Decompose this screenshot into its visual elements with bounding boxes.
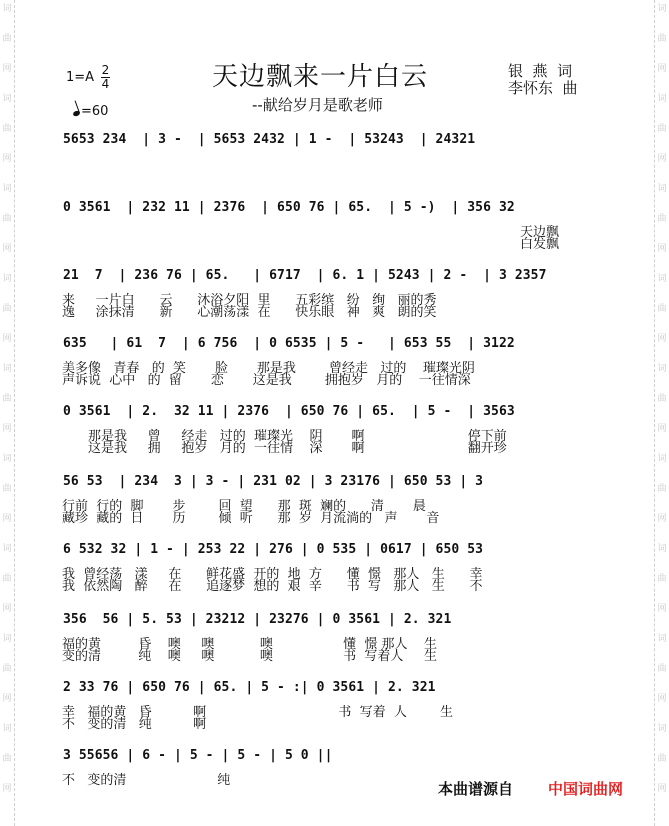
watermark-char: 网 xyxy=(2,154,12,164)
key-signature: 1=A xyxy=(66,70,95,85)
right-watermark-strip xyxy=(654,0,669,826)
notation-line: 6 532 32 | 1 - | 253 22 | 276 | 0 535 | 0617 | 650 53 xyxy=(63,542,484,557)
lyric-line: 福的黄 昏 噢 噢 噢 懂 憬 那人 生 xyxy=(62,637,438,652)
quarter-note-icon xyxy=(72,110,80,117)
watermark-char: 曲 xyxy=(657,124,667,134)
watermark-char: 曲 xyxy=(657,664,667,674)
watermark-char: 词 xyxy=(2,544,12,554)
watermark-char: 词 xyxy=(657,634,667,644)
lyric-line: 逸 涂抹清 新 心潮荡漾 在 快乐眼 神 爽 朗的笑 xyxy=(62,305,437,320)
notation-line: 2 33 76 | 650 76 | 65. | 5 - :| 0 3561 | 2. 321 xyxy=(63,680,436,695)
lyric-line: 那是我 曾 经走 过的 璀璨光 阴 啊 停下前 xyxy=(88,429,507,444)
watermark-char: 网 xyxy=(657,64,667,74)
watermark-char: 曲 xyxy=(657,304,667,314)
watermark-char: 词 xyxy=(657,364,667,374)
watermark-char: 曲 xyxy=(657,484,667,494)
notation-line: 635 | 61 7 | 6 756 | 0 6535 | 5 - | 653 55 | 3122 xyxy=(63,336,515,351)
lyric-line: 美多像 青春 的 笑 脸 那是我 曾经走 过的 璀璨光阴 xyxy=(62,361,475,376)
watermark-char: 曲 xyxy=(2,124,12,134)
watermark-char: 曲 xyxy=(657,34,667,44)
song-subtitle: --献给岁月是歌老师 xyxy=(252,96,383,114)
watermark-char: 词 xyxy=(2,184,12,194)
lyric-line: 天边飘 xyxy=(520,225,560,240)
watermark-char: 曲 xyxy=(2,574,12,584)
lyric-line: 白发飘 xyxy=(520,237,560,252)
watermark-char: 词 xyxy=(657,454,667,464)
watermark-char: 曲 xyxy=(2,304,12,314)
notation-line: 356 56 | 5. 53 | 23212 | 23276 | 0 3561 | 2. 321 xyxy=(63,612,452,627)
watermark-char: 网 xyxy=(2,514,12,524)
notation-line: 3 55656 | 6 - | 5 - | 5 - | 5 0 || xyxy=(63,748,333,763)
watermark-char: 词 xyxy=(657,274,667,284)
watermark-char: 词 xyxy=(2,4,12,14)
lyric-line: 不 变的清 纯 啊 xyxy=(62,717,207,732)
watermark-char: 词 xyxy=(657,724,667,734)
lyric-line: 藏珍 藏的 日 历 倾 听 那 岁 月流淌的 声 音 xyxy=(62,511,440,526)
tempo-marking xyxy=(73,104,108,119)
watermark-char: 网 xyxy=(2,784,12,794)
watermark-char: 网 xyxy=(657,154,667,164)
watermark-char: 曲 xyxy=(657,754,667,764)
watermark-char: 网 xyxy=(657,424,667,434)
watermark-char: 词 xyxy=(2,364,12,374)
song-title: 天边飘来一片白云 xyxy=(212,62,429,92)
notation-line: 0 3561 | 2. 32 11 | 2376 | 650 76 | 65. | 5 - | 3563 xyxy=(63,404,515,419)
watermark-char: 曲 xyxy=(2,214,12,224)
watermark-char: 词 xyxy=(657,184,667,194)
watermark-char: 网 xyxy=(2,604,12,614)
lyric-line: 行前 行的 脚 步 回 望 那 斑 斓的 清 晨 xyxy=(62,499,426,514)
watermark-char: 网 xyxy=(657,604,667,614)
source-label: 本曲谱源自 xyxy=(438,780,514,798)
notation-line: 5653 234 | 3 - | 5653 2432 | 1 - | 53243 | 24321 xyxy=(63,132,476,147)
watermark-char: 词 xyxy=(657,4,667,14)
lyric-line: 我 依然陶 醉 在 追逐梦 想的 艰 辛 书 写 那人 生 不 xyxy=(62,579,483,594)
lyric-line: 声诉说 心中 的 留 恋 这是我 拥抱岁 月的 一往情深 xyxy=(62,373,471,388)
watermark-char: 网 xyxy=(657,334,667,344)
notation-line: 21 7 | 236 76 | 65. | 6717 | 6. 1 | 5243 | 2 - | 3 2357 xyxy=(63,268,547,283)
watermark-char: 网 xyxy=(2,244,12,254)
watermark-char: 网 xyxy=(657,694,667,704)
watermark-char: 曲 xyxy=(2,484,12,494)
watermark-char: 曲 xyxy=(2,754,12,764)
time-signature-top: 2 xyxy=(101,63,110,77)
composer-credit: 李怀东 曲 xyxy=(508,79,578,97)
watermark-char: 网 xyxy=(657,784,667,794)
watermark-char: 网 xyxy=(657,244,667,254)
tempo-value: =60 xyxy=(81,104,109,119)
watermark-char: 网 xyxy=(2,64,12,74)
lyricist-credit: 银 燕 词 xyxy=(508,62,573,80)
lyric-line: 幸 福的黄 昏 啊 书 写着 人 生 xyxy=(62,705,453,720)
watermark-char: 词 xyxy=(2,454,12,464)
watermark-char: 曲 xyxy=(657,214,667,224)
notation-line: 56 53 | 234 3 | 3 - | 231 02 | 3 23176 | 650 53 | 3 xyxy=(63,474,484,489)
lyric-line: 不 变的清 纯 xyxy=(62,773,231,788)
watermark-char: 曲 xyxy=(657,574,667,584)
notation-line: 0 3561 | 232 11 | 2376 | 650 76 | 65. | 5 -) | 356 32 xyxy=(63,200,515,215)
watermark-char: 词 xyxy=(2,94,12,104)
time-signature xyxy=(101,64,110,90)
lyric-line: 这是我 拥 抱岁 月的 一往情 深 啊 翻开珍 xyxy=(88,441,507,456)
watermark-char: 网 xyxy=(657,514,667,524)
left-watermark-strip xyxy=(0,0,15,826)
watermark-char: 网 xyxy=(2,334,12,344)
watermark-char: 曲 xyxy=(2,394,12,404)
watermark-char: 网 xyxy=(2,424,12,434)
lyric-line: 我 曾经荡 漾 在 鲜花盛 开的 地 方 懂 憬 那人 生 幸 xyxy=(62,567,483,582)
watermark-char: 词 xyxy=(657,94,667,104)
watermark-char: 词 xyxy=(2,274,12,284)
watermark-char: 词 xyxy=(657,544,667,554)
watermark-char: 网 xyxy=(2,694,12,704)
watermark-char: 词 xyxy=(2,724,12,734)
watermark-char: 曲 xyxy=(2,664,12,674)
watermark-char: 曲 xyxy=(657,394,667,404)
lyric-line: 来 一片白 云 沐浴夕阳 里 五彩缤 纷 绚 丽的秀 xyxy=(62,293,437,308)
site-brand-link[interactable]: 中国词曲网 xyxy=(548,780,624,798)
time-signature-bottom: 4 xyxy=(101,77,110,91)
lyric-line: 变的清 纯 噢 噢 噢 书 写着人 生 xyxy=(62,649,438,664)
watermark-char: 曲 xyxy=(2,34,12,44)
watermark-char: 词 xyxy=(2,634,12,644)
